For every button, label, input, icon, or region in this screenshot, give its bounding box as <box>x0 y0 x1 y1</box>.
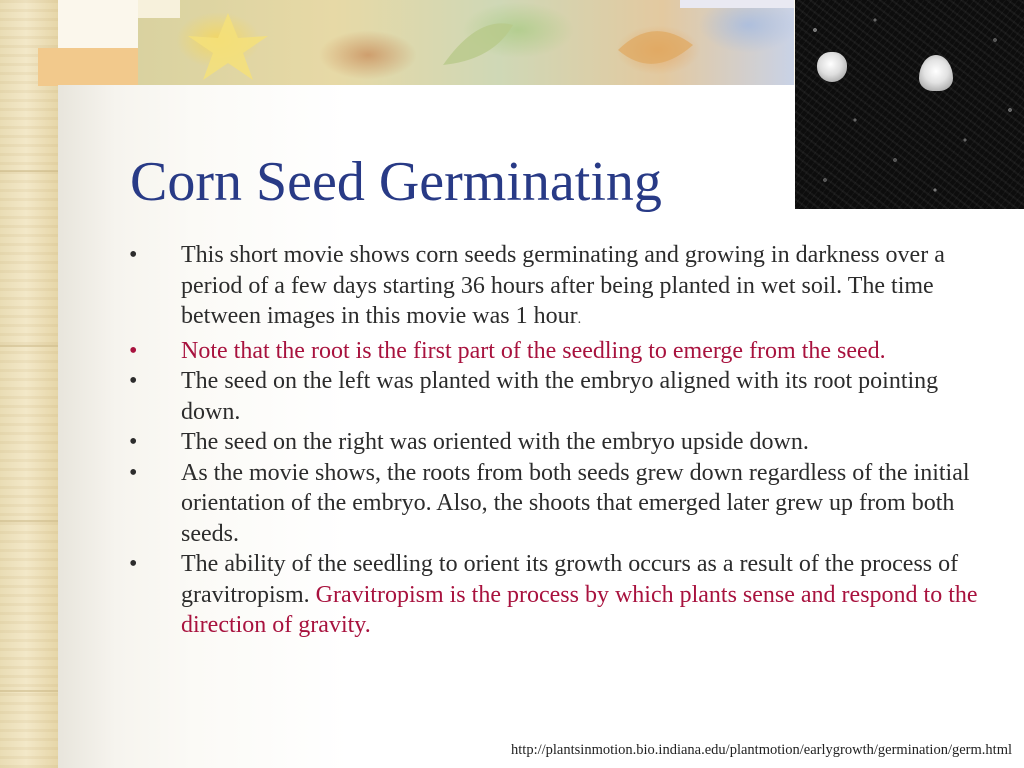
bullet-marker: • <box>129 551 138 577</box>
bullet-marker: • <box>129 337 138 364</box>
source-url[interactable]: http://plantsinmotion.bio.indiana.edu/plantmotion/earlygrowth/germination/germ.html <box>511 742 1012 758</box>
bullet-text: As the movie shows, the roots from both seeds grew down regardless of the initial orientation of the embryo. Also, the shoots that emerged later grew up from both seeds. <box>181 459 970 547</box>
bullet-highlight-text: Gravitropism is the process by which plants sense and respond to the direction of gravity. <box>181 581 978 638</box>
leaf-icon <box>183 8 273 83</box>
bullet-item <box>129 240 999 336</box>
banner-accent <box>680 0 794 8</box>
bullet-text: This short movie shows corn seeds germinating and growing in darkness over a period of a few days starting 36 hours after being planted in wet soil. The time between images in this movie was 1 hour <box>181 242 945 329</box>
bullet-text: The seed on the right was oriented with the embryo upside down. <box>181 429 809 455</box>
bullet-marker: • <box>129 429 138 455</box>
banner-accent <box>38 48 138 86</box>
bullet-marker: • <box>129 242 138 268</box>
bullet-item <box>129 458 999 550</box>
bullet-item <box>129 549 999 641</box>
leaf-icon <box>438 15 518 75</box>
bullet-item <box>129 336 999 367</box>
bullet-text: The ability of the seedling to orient its growth occurs as a result of the process of gravitropism. <box>181 551 959 608</box>
bullet-trailing: . <box>577 312 582 327</box>
germination-movie-frame[interactable] <box>795 0 1024 209</box>
bullet-item <box>129 427 999 458</box>
leaf-banner-image <box>138 0 794 88</box>
bullet-text: The seed on the left was planted with the embryo aligned with its root pointing down. <box>181 368 939 425</box>
banner-accent <box>138 0 180 18</box>
parchment-strip <box>0 0 58 768</box>
bullet-marker: • <box>129 368 138 394</box>
bullet-marker: • <box>129 459 138 486</box>
leaf-icon <box>608 20 698 80</box>
bullet-item <box>129 366 999 427</box>
slide-title: Corn Seed Germinating <box>130 151 662 213</box>
left-seed <box>817 52 847 82</box>
bullet-list <box>129 240 999 641</box>
bullet-text: Note that the root is the first part of the seedling to emerge from the seed. <box>181 337 886 364</box>
right-seed <box>919 55 953 91</box>
